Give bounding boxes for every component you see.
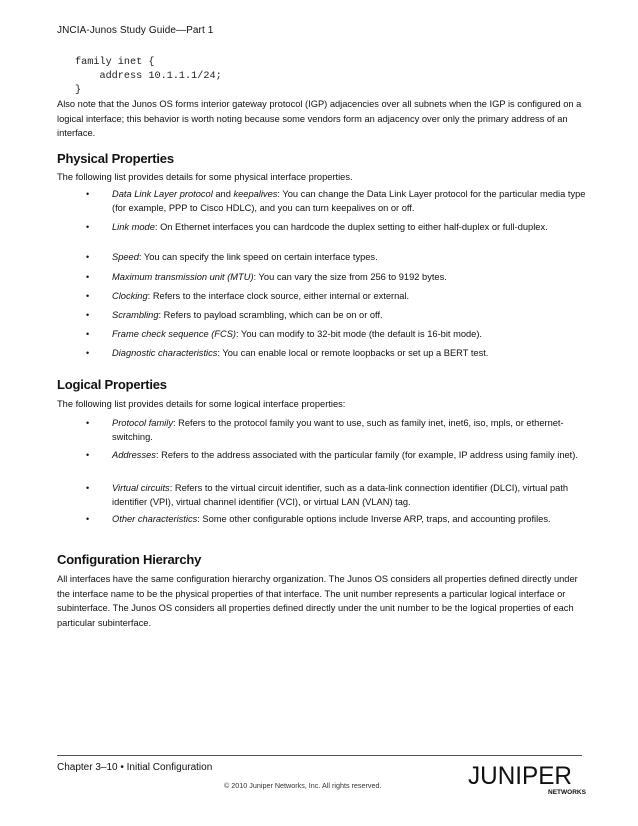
code-line: family inet { [75, 57, 155, 68]
term: Other characteristics [112, 514, 198, 524]
bullet-marker: • [86, 252, 90, 262]
description: : On Ethernet interfaces you can hardcode the duplex setting to either half-duplex or full-duplex. [154, 222, 548, 232]
description: : You can specify the link speed on certain interface types. [138, 252, 378, 262]
logical-lead: The following list provides details for some logical interface properties: [57, 399, 346, 409]
intro-paragraph: Also note that the Junos OS forms interior gateway protocol (IGP) adjacencies over all subnets when the IGP is configured on a logical interface; this behavior is worth noting because some vendors form an adjacency over only the primary address of an interface. [57, 99, 582, 138]
term: Clocking [112, 291, 148, 301]
bullet-marker: • [86, 189, 90, 199]
bullet-marker: • [86, 291, 90, 301]
term: Frame check sequence (FCS) [112, 329, 237, 339]
logo-subtitle: NETWORKS [548, 789, 586, 796]
description: : Refers to payload scrambling, which can be on or off. [158, 310, 383, 320]
footer-copyright: © 2010 Juniper Networks, Inc. All rights reserved. [224, 781, 382, 790]
footer-divider [57, 755, 582, 756]
section-heading-physical: Physical Properties [57, 151, 174, 166]
juniper-logo [468, 762, 586, 802]
code-block [75, 56, 222, 98]
bullet-marker: • [86, 450, 90, 460]
bullet-marker: • [86, 348, 90, 358]
description: : You can change the Data Link Layer protocol for the particular media type (for example, PPP to Cisco HDLC), and you can turn keepalives on or off. [112, 189, 586, 214]
config-paragraph: All interfaces have the same configuration hierarchy organization. The Junos OS considers all properties defined directly under the interface name to be the physical properties of that interface. The unit number represents a particular logical interface or subinterface. The Junos OS considers all properties defined directly under the unit number to be the logical properties of each particular subinterface. [57, 574, 578, 628]
description: : You can modify to 32-bit mode (the default is 16-bit mode). [236, 329, 483, 339]
bullet-marker: • [86, 329, 90, 339]
code-line: address 10.1.1.1/24; [75, 71, 222, 82]
bullet-marker: • [86, 272, 90, 282]
term: Link mode [112, 222, 155, 232]
term: Maximum transmission unit (MTU) [112, 272, 254, 282]
description: : Refers to the virtual circuit identifier, such as a data-link connection identifier (DLCI), virtual path identifier (VPI), virtual channel identifier (VCI), or virtual LAN (VLAN) tag. [112, 483, 569, 508]
code-line: } [75, 85, 82, 96]
term: Virtual circuits [112, 483, 170, 493]
term: Protocol family [112, 418, 173, 428]
document-page: JNCIA-Junos Study Guide—Part 1 family inet { address 10.1.1.1/24; } Also note that the Junos OS forms interior gateway protocol (IGP) adjacencies over all subnets when the IGP is configured on a logical interface; this behavior is worth noting because some vendors form an adjacency over only the primary address of an interface. Physical Properties The following list provides details for some physical interface properties. • Data Link Layer protocol and keepalives: You can change the Data Link Layer protocol for the particular media type (for example, PPP to Cisco HDLC), and you can turn keepalives on or off. • Link mode: On Ethernet interfaces you can hardcode the duplex setting to either half-duplex or full-duplex. • Speed: You can specify the link speed on certain interface types. • Maximum transmission unit (MTU): You can vary the size from 256 to 9192 bytes. • Clocking: Refers to the interface clock source, either internal or external. • Scrambling: Refers to payload scrambling, which can be on or off. • Frame check sequence (FCS): You can modify to 32-bit mode (the default is 16-bit mode). • Diagnostic characteristics: You can enable local or remote loopbacks or set up a BERT test. Logical Properties The following list provides details for some logical interface properties: • Protocol family: Refers to the protocol family you want to use, such as family inet, inet6, iso, mpls, or ethernet-switching. • Addresses: Refers to the address associated with the particular family (for example, IP address using family inet). • Virtual circuits: Refers to the virtual circuit identifier, such as a data-link connection identifier (DLCI), virtual path identifier (VPI), virtual channel identifier (VCI), or virtual LAN (VLAN) tag. • Other characteristics: Some other configurable options include Inverse ARP, traps, and accounting profiles. Configuration Hierarchy All interfaces have the same configuration hierarchy organization. The Junos OS considers all properties defined directly under the interface name to be the physical properties of that interface. The unit number represents a particular logical interface or subinterface. The Junos OS considers all properties defined directly under the unit number to be the logical properties of each particular subinterface. Chapter 3–10 • Initial Configuration © 2010 Juniper Networks, Inc. All rights reserved. JUNIPER NETWORKS [0, 0, 638, 826]
bullet-marker: • [86, 310, 90, 320]
section-heading-logical: Logical Properties [57, 377, 167, 392]
description: : Refers to the protocol family you want to use, such as family inet, inet6, iso, mpls, or ethernet-switching. [112, 418, 564, 443]
bullet-marker: • [86, 514, 90, 524]
bullet-marker: • [86, 418, 90, 428]
term: Scrambling [112, 310, 159, 320]
description: : You can vary the size from 256 to 9192 bytes. [253, 272, 447, 282]
physical-lead: The following list provides details for some physical interface properties. [57, 172, 353, 182]
running-header: JNCIA-Junos Study Guide—Part 1 [57, 25, 214, 36]
bullet-marker: • [86, 222, 90, 232]
term: Addresses [112, 450, 156, 460]
description: : You can enable local or remote loopbacks or set up a BERT test. [217, 348, 489, 358]
description: : Refers to the interface clock source, either internal or external. [147, 291, 410, 301]
section-heading-config: Configuration Hierarchy [57, 552, 202, 567]
description: : Refers to the address associated with the particular family (for example, IP address using family inet). [155, 450, 578, 460]
term: keepalives [233, 189, 278, 199]
term: Speed [112, 252, 139, 262]
bullet-marker: • [86, 483, 90, 493]
term: Diagnostic characteristics [112, 348, 218, 358]
description: : Some other configurable options include Inverse ARP, traps, and accounting profiles. [197, 514, 551, 524]
footer-chapter: Chapter 3–10 • Initial Configuration [57, 762, 213, 773]
logo-wordmark: JUNIPER [468, 762, 572, 790]
term: Data Link Layer protocol [112, 189, 213, 199]
